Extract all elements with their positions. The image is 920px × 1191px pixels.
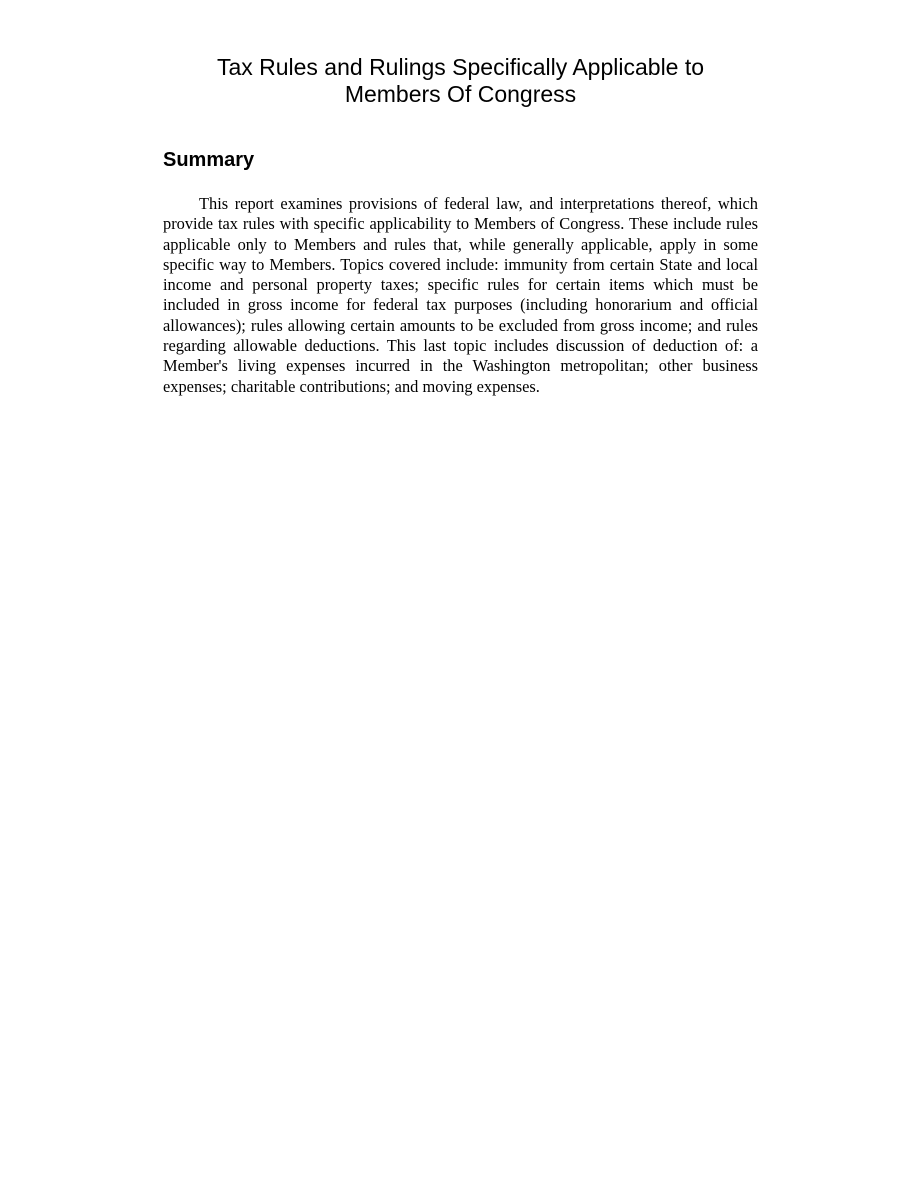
summary-heading: Summary — [163, 149, 255, 171]
title-line-2: Members Of Congress — [344, 81, 577, 107]
document-title — [163, 54, 758, 108]
document-page — [163, 54, 758, 397]
title-line-1: Tax Rules and Rulings Specifically Applicable to — [216, 54, 705, 80]
summary-paragraph: This report examines provisions of federal law, and interpretations thereof, which provide tax rules with specific applicability to Members of Congress. These include rules applicable only to Members and rules that, while generally applicable, apply in some specific way to Members. Topics covered include: immunity from certain State and local income and personal property taxes; specific rules for certain items which must be included in gross income for federal tax purposes (including honorarium and official allowances); rules allowing certain amounts to be excluded from gross income; and rules regarding allowable deductions. This last topic includes discussion of deduction of: a Member's living expenses incurred in the Washington metropolitan; other business expenses; charitable contributions; and moving expenses. — [163, 194, 758, 396]
